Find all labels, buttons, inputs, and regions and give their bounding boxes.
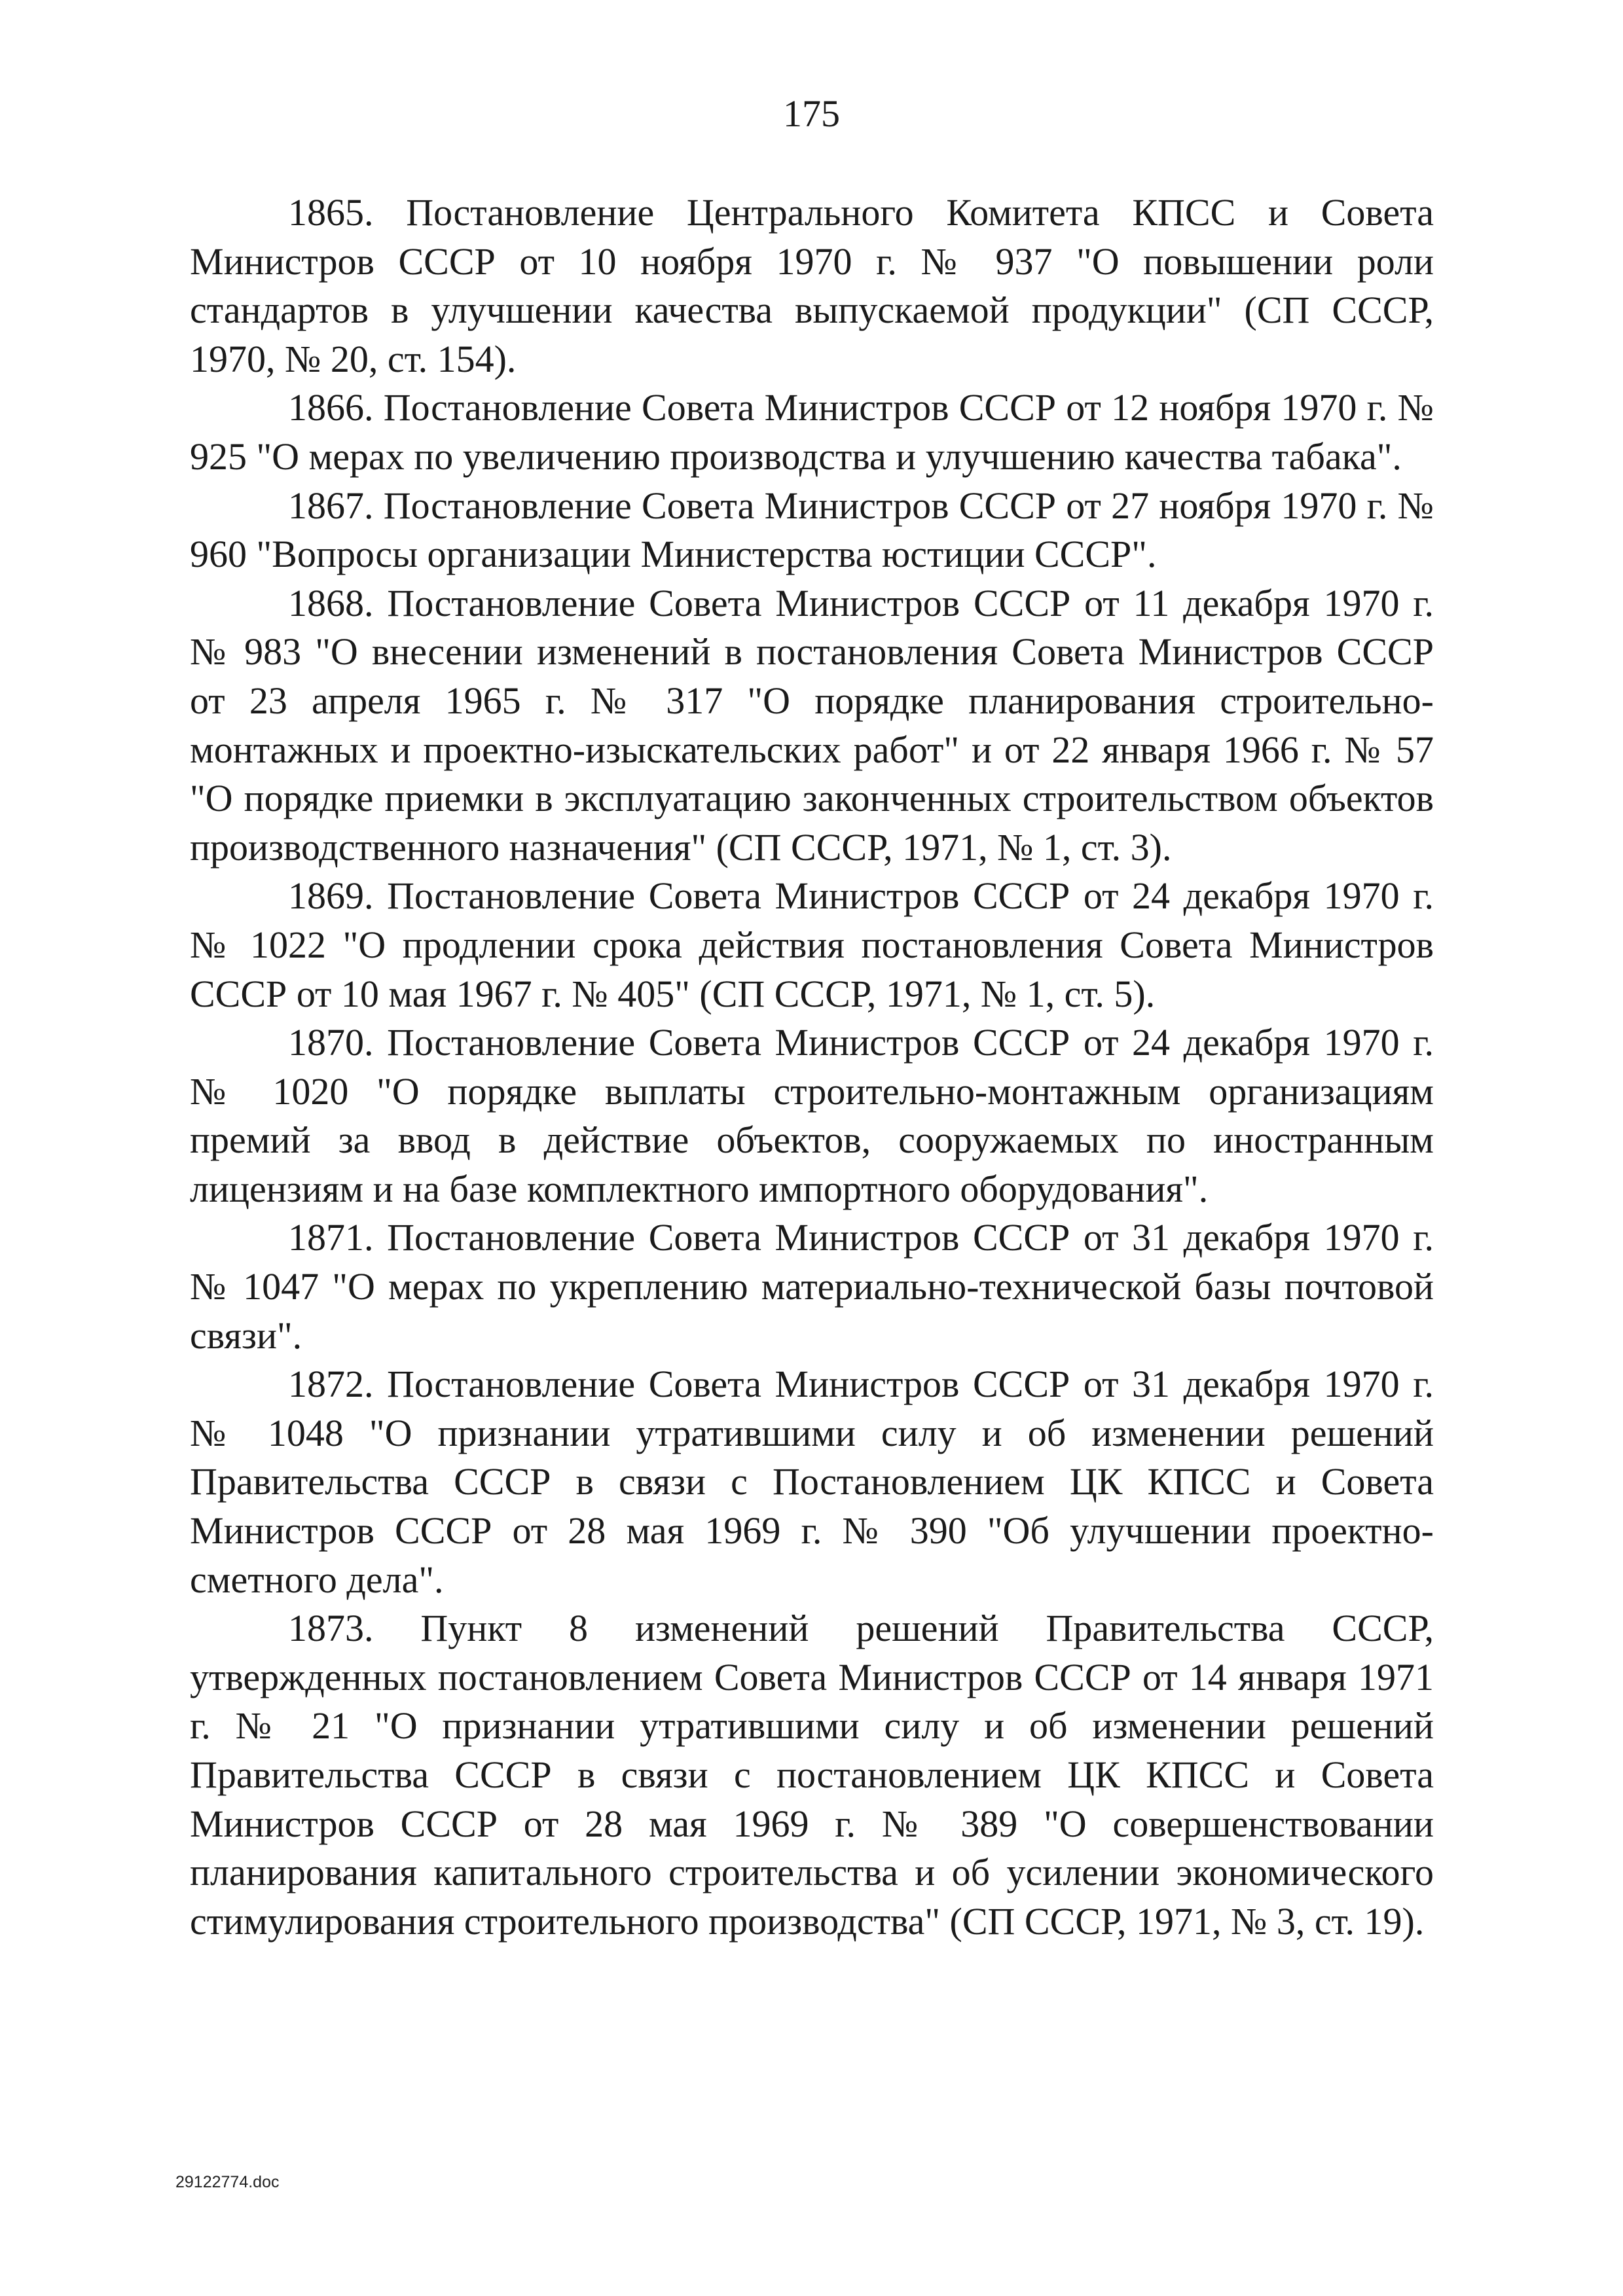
- list-item: [190, 579, 1434, 872]
- entry-number: 1869 .: [288, 874, 387, 917]
- list-item: [190, 1604, 1434, 1946]
- entry-number: 1871 .: [288, 1216, 387, 1259]
- entry-number: 1873 .: [288, 1607, 420, 1649]
- list-item: [190, 1213, 1434, 1360]
- list-item: [190, 188, 1434, 384]
- entry-number: 1865 .: [288, 191, 406, 234]
- entry-text: Постановление Совета Министров СССР от 27 ноября 1970 г. № 960 "Вопросы организации Министерства юстиции СССР".: [190, 484, 1434, 576]
- list-item: [190, 482, 1434, 579]
- list-item: [190, 872, 1434, 1018]
- entry-text: Постановление Совета Министров СССР от 31 декабря 1970 г. № 1047 "О мерах по укреплению материально-технической базы почтовой связи".: [190, 1216, 1434, 1357]
- list-item: [190, 384, 1434, 481]
- entry-number: 1868 .: [288, 582, 387, 624]
- entry-text: Постановление Совета Министров СССР от 24 декабря 1970 г. № 1020 "О порядке выплаты строительно-монтажным организациям премий за ввод в действие объектов, сооружаемых по иностранным лицензиям и на базе комплектного импортного оборудования".: [190, 1021, 1434, 1210]
- entry-number: 1872 .: [288, 1363, 387, 1405]
- entry-number: 1870 .: [288, 1021, 387, 1064]
- entry-text: Постановление Совета Министров СССР от 11 декабря 1970 г. № 983 "О внесении изменений в постановления Совета Министров СССР от 23 апреля 1965 г. № 317 "О порядке планирования строительно-монтажных и проектно-изыскательских работ" и от 22 января 1966 г. № 57 "О порядке приемки в эксплуатацию законченных строительством объектов производственного назначения" (СП СССР, 1971, № 1, ст. 3).: [190, 581, 1434, 869]
- list-item: [190, 1360, 1434, 1604]
- page-number: 175: [783, 92, 840, 135]
- entry-text: Пункт 8 изменений решений Правительства СССР, утвержденных постановлением Совета Министров СССР от 14 января 1971 г. № 21 "О признании утратившими силу и об изменении решений Правительства СССР в связи с постановлением ЦК КПСС и Совета Министров СССР от 28 мая 1969 г. № 389 "О совершенствовании планирования капитального строительства и об усилении экономического стимулирования строительного производства" (СП СССР, 1971, № 3, ст. 19).: [190, 1607, 1434, 1943]
- entry-text: Постановление Центрального Комитета КПСС и Совета Министров СССР от 10 ноября 1970 г. № 937 "О повышении роли стандартов в улучшении качества выпускаемой продукции" (СП СССР, 1970, № 20, ст. 154).: [190, 191, 1434, 380]
- entry-number: 1866 .: [288, 386, 384, 429]
- list-item: [190, 1018, 1434, 1213]
- entry-number: 1867 .: [288, 484, 384, 527]
- entry-text: Постановление Совета Министров СССР от 24 декабря 1970 г. № 1022 "О продлении срока действия постановления Совета Министров СССР от 10 мая 1967 г. № 405" (СП СССР, 1971, № 1, ст. 5).: [190, 874, 1434, 1015]
- entry-text: Постановление Совета Министров СССР от 31 декабря 1970 г. № 1048 "О признании утратившими силу и об изменении решений Правительства СССР в связи с Постановлением ЦК КПСС и Совета Министров СССР от 28 мая 1969 г. № 390 "Об улучшении проектно-сметного дела".: [190, 1363, 1434, 1601]
- entry-text: Постановление Совета Министров СССР от 12 ноября 1970 г. № 925 "О мерах по увеличению производства и улучшению качества табака".: [190, 386, 1434, 478]
- footer-filename: 29122774.doc: [175, 2173, 280, 2191]
- document-body: [190, 188, 1434, 1946]
